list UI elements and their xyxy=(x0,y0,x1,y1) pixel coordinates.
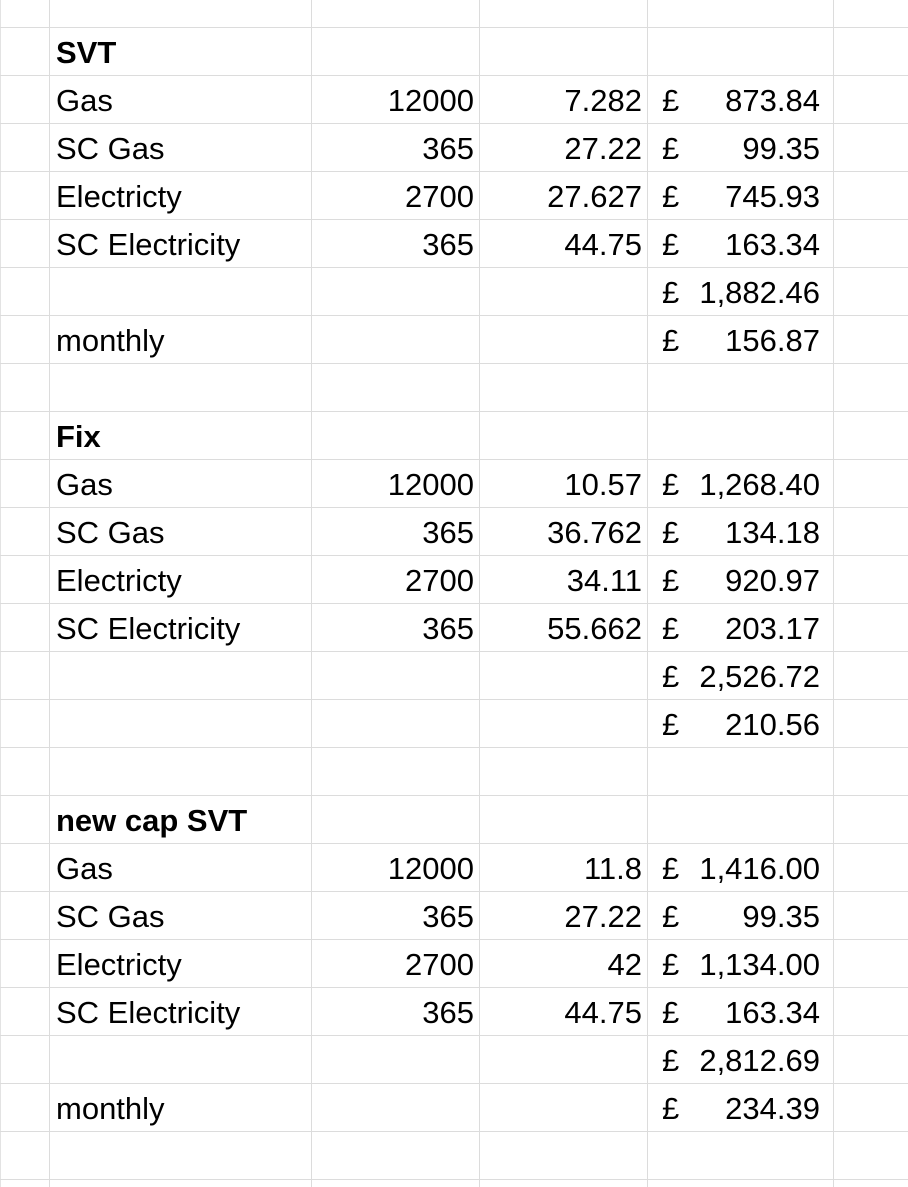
rate-cell[interactable]: 44.75 xyxy=(564,227,642,262)
table-row[interactable] xyxy=(0,460,908,508)
empty-row[interactable] xyxy=(0,364,908,412)
quantity-cell[interactable]: 2700 xyxy=(405,947,474,982)
currency-symbol-cell[interactable]: £ xyxy=(662,179,680,214)
label-cell[interactable]: SC Electricity xyxy=(56,611,241,646)
amount-cell[interactable]: 2,812.69 xyxy=(699,1043,820,1078)
currency-symbol-cell[interactable]: £ xyxy=(662,947,680,982)
label-cell[interactable]: SC Gas xyxy=(56,899,165,934)
table-row[interactable] xyxy=(0,268,908,316)
amount-cell[interactable]: 1,134.00 xyxy=(699,947,820,982)
rate-cell[interactable]: 36.762 xyxy=(547,515,642,550)
rate-cell[interactable]: 7.282 xyxy=(564,83,642,118)
amount-cell[interactable]: 134.18 xyxy=(725,515,820,550)
empty-row[interactable] xyxy=(0,748,908,796)
quantity-cell[interactable]: 365 xyxy=(422,515,474,550)
currency-symbol-cell[interactable]: £ xyxy=(662,563,680,598)
rate-cell[interactable]: 27.22 xyxy=(564,899,642,934)
currency-symbol-cell[interactable]: £ xyxy=(662,467,680,502)
currency-symbol-cell[interactable]: £ xyxy=(662,659,680,694)
rate-cell[interactable]: 27.22 xyxy=(564,131,642,166)
amount-cell[interactable]: 873.84 xyxy=(725,83,820,118)
quantity-cell[interactable] xyxy=(312,1084,474,1132)
quantity-cell[interactable]: 2700 xyxy=(405,179,474,214)
label-cell[interactable]: SC Electricity xyxy=(56,227,241,262)
rate-cell[interactable] xyxy=(480,1036,642,1084)
section-title-row[interactable] xyxy=(0,796,908,844)
empty-row[interactable] xyxy=(0,1132,908,1180)
rate-cell[interactable]: 44.75 xyxy=(564,995,642,1030)
table-row[interactable] xyxy=(0,940,908,988)
amount-cell[interactable]: 1,882.46 xyxy=(699,275,820,310)
table-row[interactable] xyxy=(0,844,908,892)
section-title-row[interactable] xyxy=(0,412,908,460)
label-cell[interactable]: Electricty xyxy=(56,563,182,598)
rate-cell[interactable] xyxy=(480,316,642,364)
label-cell[interactable]: Gas xyxy=(56,467,113,502)
amount-cell[interactable]: 745.93 xyxy=(725,179,820,214)
quantity-cell[interactable]: 365 xyxy=(422,995,474,1030)
amount-cell[interactable]: 156.87 xyxy=(725,323,820,358)
rate-cell[interactable]: 55.662 xyxy=(547,611,642,646)
amount-cell[interactable]: 203.17 xyxy=(725,611,820,646)
quantity-cell[interactable] xyxy=(312,316,474,364)
currency-symbol-cell[interactable]: £ xyxy=(662,227,680,262)
amount-cell[interactable]: 2,526.72 xyxy=(699,659,820,694)
currency-symbol-cell[interactable]: £ xyxy=(662,707,680,742)
label-cell[interactable]: Electricty xyxy=(56,947,182,982)
table-row[interactable] xyxy=(0,316,908,364)
currency-symbol-cell[interactable]: £ xyxy=(662,323,680,358)
currency-symbol-cell[interactable]: £ xyxy=(662,851,680,886)
currency-symbol-cell[interactable]: £ xyxy=(662,275,680,310)
quantity-cell[interactable]: 2700 xyxy=(405,563,474,598)
quantity-cell[interactable]: 365 xyxy=(422,131,474,166)
currency-symbol-cell[interactable]: £ xyxy=(662,611,680,646)
quantity-cell[interactable] xyxy=(312,268,474,316)
amount-cell[interactable]: 99.35 xyxy=(742,899,820,934)
amount-cell[interactable]: 920.97 xyxy=(725,563,820,598)
amount-cell[interactable]: 1,268.40 xyxy=(699,467,820,502)
amount-cell[interactable]: 234.39 xyxy=(725,1091,820,1126)
quantity-cell[interactable] xyxy=(312,652,474,700)
rate-cell[interactable] xyxy=(480,1084,642,1132)
currency-symbol-cell[interactable]: £ xyxy=(662,1043,680,1078)
table-row[interactable] xyxy=(0,220,908,268)
table-row[interactable] xyxy=(0,604,908,652)
table-row[interactable] xyxy=(0,172,908,220)
table-row[interactable] xyxy=(0,1084,908,1132)
label-cell[interactable]: Gas xyxy=(56,83,113,118)
section-title-cell[interactable]: new cap SVT xyxy=(56,803,248,838)
label-cell[interactable]: Electricty xyxy=(56,179,182,214)
table-row[interactable] xyxy=(0,652,908,700)
table-row[interactable] xyxy=(0,508,908,556)
quantity-cell[interactable] xyxy=(312,1036,474,1084)
currency-symbol-cell[interactable]: £ xyxy=(662,995,680,1030)
section-title-row[interactable] xyxy=(0,28,908,76)
table-row[interactable] xyxy=(0,700,908,748)
section-title-cell[interactable]: SVT xyxy=(56,35,117,70)
amount-cell[interactable]: 210.56 xyxy=(725,707,820,742)
currency-symbol-cell[interactable]: £ xyxy=(662,131,680,166)
quantity-cell[interactable]: 12000 xyxy=(387,467,474,502)
rate-cell[interactable]: 34.11 xyxy=(566,563,642,598)
label-cell[interactable]: monthly xyxy=(56,1091,165,1126)
label-cell[interactable]: monthly xyxy=(56,323,165,358)
quantity-cell[interactable] xyxy=(312,700,474,748)
amount-cell[interactable]: 1,416.00 xyxy=(699,851,820,886)
currency-symbol-cell[interactable]: £ xyxy=(662,83,680,118)
table-row[interactable] xyxy=(0,76,908,124)
quantity-cell[interactable]: 12000 xyxy=(387,83,474,118)
amount-cell[interactable]: 163.34 xyxy=(725,227,820,262)
table-row[interactable] xyxy=(0,556,908,604)
currency-symbol-cell[interactable]: £ xyxy=(662,1091,680,1126)
rate-cell[interactable]: 10.57 xyxy=(564,467,642,502)
currency-symbol-cell[interactable]: £ xyxy=(662,515,680,550)
rate-cell[interactable]: 11.8 xyxy=(583,851,642,886)
label-cell[interactable]: SC Gas xyxy=(56,515,165,550)
rate-cell[interactable] xyxy=(480,268,642,316)
empty-row[interactable] xyxy=(0,0,908,28)
amount-cell[interactable]: 99.35 xyxy=(742,131,820,166)
label-cell[interactable]: Gas xyxy=(56,851,113,886)
rate-cell[interactable] xyxy=(480,652,642,700)
quantity-cell[interactable]: 365 xyxy=(422,611,474,646)
table-row[interactable] xyxy=(0,892,908,940)
rate-cell[interactable]: 27.627 xyxy=(547,179,642,214)
label-cell[interactable]: SC Electricity xyxy=(56,995,241,1030)
quantity-cell[interactable]: 365 xyxy=(422,899,474,934)
label-cell[interactable]: SC Gas xyxy=(56,131,165,166)
section-title-cell[interactable]: Fix xyxy=(56,419,101,454)
rate-cell[interactable]: 42 xyxy=(607,947,642,982)
currency-symbol-cell[interactable]: £ xyxy=(662,899,680,934)
quantity-cell[interactable]: 365 xyxy=(422,227,474,262)
quantity-cell[interactable]: 12000 xyxy=(387,851,474,886)
table-row[interactable] xyxy=(0,124,908,172)
table-row[interactable] xyxy=(0,988,908,1036)
table-row[interactable] xyxy=(0,1036,908,1084)
rate-cell[interactable] xyxy=(480,700,642,748)
amount-cell[interactable]: 163.34 xyxy=(725,995,820,1030)
